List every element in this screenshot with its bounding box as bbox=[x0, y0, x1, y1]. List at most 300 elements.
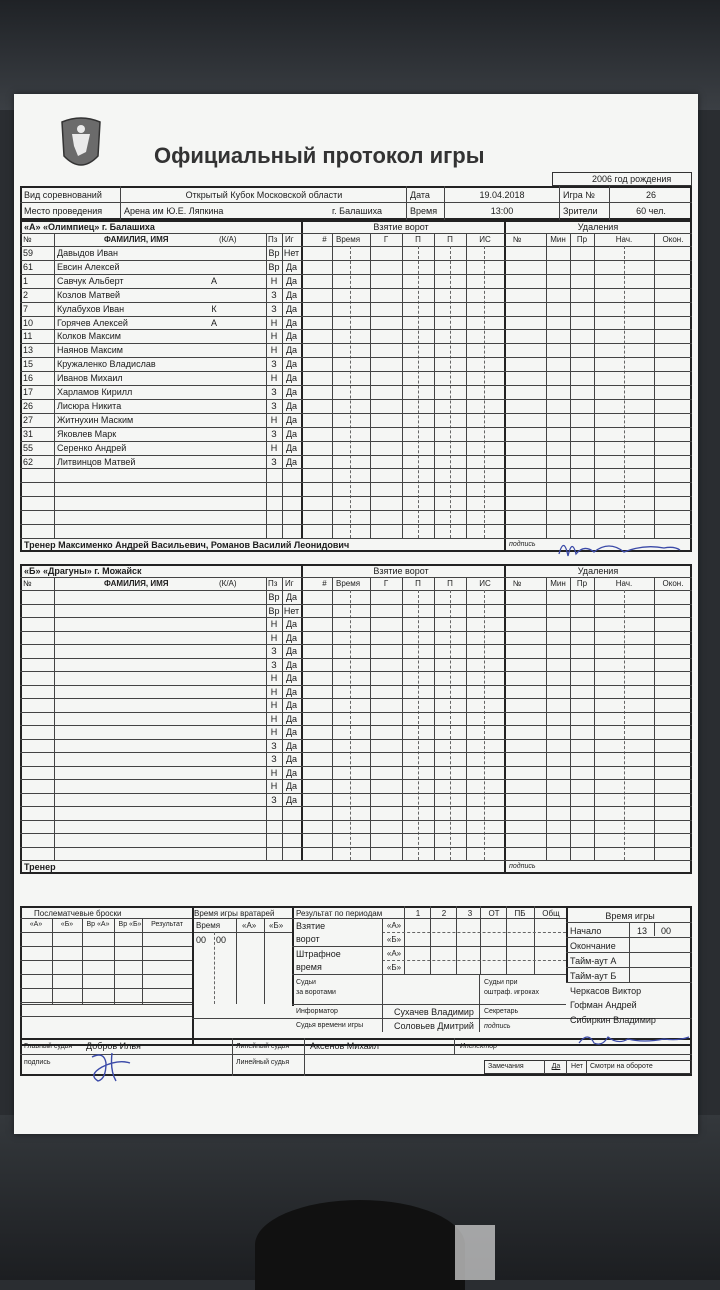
grid-line bbox=[504, 564, 506, 874]
player-plays: Нет bbox=[283, 605, 300, 616]
row-a: «А» bbox=[386, 921, 402, 930]
grid-line bbox=[654, 922, 655, 936]
team_b-coach: Тренер bbox=[24, 862, 56, 872]
player-plays: Да bbox=[285, 767, 298, 778]
grid-line bbox=[20, 482, 692, 483]
player-position: Н bbox=[270, 713, 278, 724]
col-pen-reason: Пр bbox=[576, 235, 588, 244]
secretary-name: Сибиркин Владимир bbox=[570, 1015, 656, 1025]
grid-line bbox=[20, 468, 692, 469]
grid-line bbox=[506, 906, 507, 974]
chair-back bbox=[255, 1200, 465, 1290]
player-number: 27 bbox=[23, 414, 34, 425]
team_b-frame bbox=[20, 564, 692, 874]
shootout-col: Вр «Б» bbox=[118, 921, 142, 928]
grid-line bbox=[20, 671, 692, 672]
period-col: 3 bbox=[467, 909, 473, 918]
player-position: Вр bbox=[268, 248, 280, 258]
periods-header: Результат по периодам bbox=[296, 909, 383, 918]
timekeeper-label: Судья времени игры bbox=[296, 1022, 364, 1029]
protocol-sheet bbox=[14, 94, 698, 1134]
player-position: Н bbox=[270, 442, 278, 453]
player-name: Кружаленко Владислав bbox=[57, 359, 156, 370]
team-a-title: «А» «Олимпиец» г. Балашиха bbox=[24, 222, 155, 232]
col-goal-number: # bbox=[322, 235, 327, 244]
penalty-judge-1: Черкасов Виктор bbox=[570, 986, 642, 996]
goalie-a-col: «А» bbox=[242, 921, 257, 930]
period-col: ОТ bbox=[488, 909, 500, 918]
grid-line bbox=[20, 847, 692, 848]
time-value: 13:00 bbox=[490, 206, 514, 216]
grid-line bbox=[264, 918, 265, 1004]
player-number: 61 bbox=[23, 261, 34, 272]
col-pen-start: Нач. bbox=[615, 579, 633, 588]
secretary-signature bbox=[574, 1029, 694, 1051]
player-name: Серенко Андрей bbox=[57, 442, 127, 453]
player-position: Н bbox=[270, 632, 278, 643]
hockey-emblem-logo bbox=[58, 116, 104, 176]
penalty-judges-label: Судьи при оштраф. игроках bbox=[484, 979, 540, 996]
grid-line bbox=[402, 577, 403, 860]
grid-line bbox=[20, 685, 692, 686]
goalie-time-h: 00 bbox=[196, 935, 207, 945]
col-name: ФАМИЛИЯ, ИМЯ bbox=[104, 579, 169, 588]
grid-line bbox=[566, 982, 692, 983]
grid-line bbox=[20, 752, 692, 753]
birth-year: 2006 год рождения bbox=[592, 174, 672, 184]
player-position: Вр bbox=[268, 605, 280, 616]
player-plays: Да bbox=[285, 781, 298, 791]
player-plays: Да bbox=[285, 794, 298, 805]
player-captain-mark: А bbox=[210, 275, 217, 286]
game-number-value: 26 bbox=[645, 190, 656, 200]
col-goal-number: # bbox=[322, 579, 327, 588]
grid-line bbox=[534, 906, 535, 974]
linesman-label: Линейный судья bbox=[236, 1043, 290, 1050]
grid-line bbox=[20, 974, 192, 975]
player-name: Кулабухов Иван bbox=[57, 303, 125, 314]
game-time-header: Время игры bbox=[605, 911, 655, 921]
player-position: З bbox=[271, 646, 277, 656]
venue-value: Арена им Ю.Е. Ляпкина bbox=[124, 206, 224, 216]
team_a-sign-label: подпись bbox=[509, 540, 536, 548]
grid-line bbox=[404, 906, 405, 974]
grid-line bbox=[20, 946, 192, 947]
row-b: «Б» bbox=[386, 935, 402, 944]
col-name: ФАМИЛИЯ, ИМЯ bbox=[104, 235, 169, 244]
coach-a-signature bbox=[554, 534, 684, 564]
player-plays: Да bbox=[285, 387, 298, 397]
player-position: З bbox=[271, 400, 277, 411]
player-number: 15 bbox=[23, 359, 34, 370]
player-plays: Да bbox=[285, 592, 298, 602]
grid-line bbox=[82, 918, 83, 1004]
timeout-b-label: Тайм-аут Б bbox=[570, 971, 617, 981]
player-name: Яковлев Марк bbox=[57, 428, 117, 439]
penalty-row-label2: время bbox=[296, 962, 322, 972]
date-label: Дата bbox=[410, 190, 430, 200]
grid-line bbox=[20, 960, 192, 961]
grid-line bbox=[20, 524, 692, 525]
grid-line bbox=[624, 246, 625, 538]
grid-line bbox=[546, 577, 547, 860]
player-plays: Да bbox=[285, 261, 298, 272]
player-number: 11 bbox=[23, 331, 33, 342]
grid-line bbox=[20, 510, 692, 511]
player-position: Н bbox=[270, 700, 278, 710]
player-plays: Да bbox=[285, 740, 298, 751]
player-plays: Да bbox=[285, 700, 298, 710]
grid-line bbox=[20, 820, 692, 821]
grid-line bbox=[52, 918, 53, 1004]
start-minute: 00 bbox=[660, 926, 671, 936]
col-assist-1: П bbox=[415, 579, 421, 588]
player-number: 59 bbox=[23, 248, 34, 258]
player-position: Н bbox=[270, 275, 278, 286]
player-captain-mark: А bbox=[210, 317, 217, 328]
player-plays: Да bbox=[285, 619, 298, 629]
col-ka: (К/А) bbox=[219, 579, 237, 588]
player-number: 1 bbox=[23, 275, 29, 286]
col-assist-1: П bbox=[415, 235, 421, 244]
row-b: «Б» bbox=[386, 963, 402, 972]
player-plays: Да bbox=[285, 442, 298, 453]
see-back-label: Смотри на обороте bbox=[590, 1063, 653, 1070]
player-position: Н bbox=[270, 686, 278, 697]
player-name: Горячев Алексей bbox=[57, 317, 128, 328]
city-value: г. Балашиха bbox=[332, 206, 383, 216]
grid-line bbox=[332, 577, 333, 860]
player-plays: Да bbox=[285, 754, 298, 764]
goalie-time-col: Время bbox=[196, 921, 221, 930]
player-number: 13 bbox=[23, 345, 34, 356]
player-name: Литвинцов Матвей bbox=[57, 456, 136, 467]
goals-row-label2: ворот bbox=[296, 934, 320, 944]
player-position: Н bbox=[270, 781, 278, 791]
player-position: З bbox=[271, 428, 277, 439]
player-name: Козлов Матвей bbox=[57, 289, 121, 300]
player-position: Н bbox=[270, 345, 278, 356]
col-pz: Пз bbox=[268, 235, 278, 244]
player-plays: Да bbox=[285, 659, 298, 670]
end-label: Окончание bbox=[570, 941, 616, 951]
grid-line bbox=[20, 698, 692, 699]
spectators-value: 60 чел. bbox=[636, 206, 666, 216]
grid-line bbox=[382, 932, 566, 933]
col-pen-end: Окон. bbox=[662, 579, 684, 588]
col-pen-reason: Пр bbox=[576, 579, 588, 588]
penalty-row-label: Штрафное bbox=[296, 949, 341, 959]
grid-line bbox=[456, 906, 457, 974]
player-plays: Да bbox=[285, 673, 298, 683]
grid-line bbox=[566, 967, 692, 968]
grid-line bbox=[292, 1004, 566, 1005]
player-number: 16 bbox=[23, 373, 34, 384]
player-plays: Да bbox=[285, 414, 298, 425]
page-title: Официальный протокол игры bbox=[154, 143, 485, 168]
start-hour: 13 bbox=[636, 926, 647, 936]
team_b-penalties-header: Удаления bbox=[577, 566, 619, 576]
grid-line bbox=[20, 631, 692, 632]
secretary-label: Секретарь bbox=[484, 1008, 519, 1015]
team_b-goals-header: Взятие ворот bbox=[373, 566, 429, 576]
player-plays: Да bbox=[285, 400, 298, 411]
player-number: 31 bbox=[23, 428, 34, 439]
team_a-penalties-header: Удаления bbox=[577, 222, 619, 232]
grid-line bbox=[20, 496, 692, 497]
grid-line bbox=[20, 590, 692, 591]
grid-line bbox=[566, 937, 692, 938]
goalie-time-m: 00 bbox=[216, 935, 227, 945]
start-label: Начало bbox=[570, 926, 602, 936]
grid-line bbox=[566, 906, 568, 982]
grid-line bbox=[304, 1038, 305, 1076]
informator-name: Сухачев Владимир bbox=[394, 1007, 474, 1017]
grid-line bbox=[418, 246, 419, 538]
col-number: № bbox=[23, 235, 32, 244]
grid-line bbox=[434, 577, 435, 860]
player-position: Вр bbox=[268, 592, 280, 602]
grid-line bbox=[454, 1038, 455, 1054]
col-pen-start: Нач. bbox=[615, 235, 633, 244]
player-plays: Да bbox=[285, 428, 298, 439]
grid-line bbox=[382, 960, 566, 961]
grid-line bbox=[54, 577, 55, 860]
col-number: № bbox=[23, 579, 32, 588]
player-position: З bbox=[271, 289, 277, 300]
player-plays: Да bbox=[285, 713, 298, 724]
team_a-goals-header: Взятие ворот bbox=[373, 222, 429, 232]
grid-line bbox=[20, 833, 692, 834]
grid-line bbox=[480, 906, 481, 974]
referee-label: Главный судья bbox=[24, 1043, 73, 1050]
shootout-col: Вр «А» bbox=[86, 921, 110, 928]
grid-line bbox=[570, 577, 571, 860]
player-plays: Нет bbox=[283, 248, 300, 258]
player-position: З bbox=[271, 359, 277, 370]
grid-line bbox=[466, 577, 467, 860]
player-number: 17 bbox=[23, 387, 34, 397]
player-position: З bbox=[271, 794, 277, 805]
grid-line bbox=[292, 974, 566, 975]
player-position: Н bbox=[270, 373, 278, 384]
grid-line bbox=[20, 712, 692, 713]
col-goal-time: Время bbox=[336, 235, 361, 244]
competition-value: Открытый Кубок Московской области bbox=[185, 190, 343, 200]
inspector-label: Инспектор bbox=[460, 1043, 498, 1050]
goalie-time-header: Время игры вратарей bbox=[194, 909, 275, 918]
col-ig: Иг bbox=[285, 579, 294, 588]
player-plays: Да bbox=[285, 686, 298, 697]
player-plays: Да bbox=[285, 303, 298, 314]
player-position: Н bbox=[270, 414, 278, 425]
player-position: З bbox=[271, 754, 277, 764]
col-assist-2: П bbox=[447, 579, 453, 588]
player-number: 26 bbox=[23, 400, 34, 411]
grid-line bbox=[594, 577, 595, 860]
row-a: «А» bbox=[386, 949, 402, 958]
goalie-b-col: «Б» bbox=[269, 921, 284, 930]
timeout-a-label: Тайм-аут А bbox=[570, 956, 617, 966]
col-ig: Иг bbox=[285, 235, 294, 244]
grid-line bbox=[20, 1016, 192, 1017]
grid-line bbox=[214, 932, 215, 1004]
grid-line bbox=[20, 779, 692, 780]
player-plays: Да bbox=[285, 646, 298, 656]
referee-signature bbox=[84, 1049, 144, 1085]
player-name: Харламов Кирилл bbox=[57, 387, 133, 397]
grid-line bbox=[192, 906, 194, 1046]
shootout-col: Результат bbox=[151, 921, 183, 928]
grid-line bbox=[654, 577, 655, 860]
player-name: Лисюра Никита bbox=[57, 400, 122, 411]
grid-line bbox=[406, 186, 407, 220]
grid-line bbox=[20, 1004, 192, 1005]
player-number: 7 bbox=[23, 303, 29, 314]
remarks-label: Замечания bbox=[488, 1063, 524, 1070]
referee-name: Добров Илья bbox=[86, 1041, 141, 1051]
grid-line bbox=[20, 932, 292, 933]
grid-line bbox=[236, 918, 237, 1004]
player-captain-mark: К bbox=[211, 303, 217, 314]
player-name: Наянов Максим bbox=[57, 345, 123, 356]
player-plays: Да bbox=[285, 345, 298, 356]
player-position: Н bbox=[270, 767, 278, 778]
grid-line bbox=[20, 1002, 192, 1003]
grid-line bbox=[20, 766, 692, 767]
linesman-name: Аксенов Михаил bbox=[310, 1041, 380, 1051]
period-col: Общ bbox=[542, 909, 560, 918]
player-name: Савчук Альберт bbox=[57, 275, 124, 286]
player-plays: Да bbox=[285, 317, 298, 328]
player-plays: Да bbox=[285, 289, 298, 300]
grid-line bbox=[292, 906, 294, 1006]
referee-sign-label: подпись bbox=[24, 1059, 51, 1066]
col-goal-scorer: Г bbox=[383, 579, 389, 588]
grid-line bbox=[20, 793, 692, 794]
spectators-label: Зрители bbox=[563, 206, 598, 216]
penalty-judge-2: Гофман Андрей bbox=[570, 1000, 637, 1010]
col-pen-number: № bbox=[512, 235, 522, 244]
team-b-title: «Б» «Драгуны» г. Можайск bbox=[24, 566, 142, 576]
grid-line bbox=[20, 806, 692, 807]
player-name: Евсин Алексей bbox=[57, 261, 120, 272]
col-pen-number: № bbox=[512, 579, 522, 588]
grid-line bbox=[20, 725, 692, 726]
player-position: З bbox=[271, 659, 277, 670]
goals-row-label: Взятие bbox=[296, 921, 326, 931]
player-number: 55 bbox=[23, 442, 34, 453]
date-value: 19.04.2018 bbox=[479, 190, 525, 200]
player-plays: Да bbox=[285, 359, 298, 370]
game-number-label: Игра № bbox=[563, 190, 595, 200]
player-plays: Да bbox=[285, 456, 298, 467]
grid-line bbox=[370, 577, 371, 860]
col-game-situation: ИС bbox=[479, 235, 491, 244]
grid-line bbox=[350, 246, 351, 538]
player-plays: Да bbox=[285, 275, 298, 286]
grid-line bbox=[450, 246, 451, 538]
team_b-sign-label: подпись bbox=[509, 863, 536, 870]
shootout-col: «А» bbox=[29, 921, 43, 928]
grid-line bbox=[114, 918, 115, 1004]
player-plays: Да bbox=[285, 632, 298, 643]
player-position: Н bbox=[270, 619, 278, 629]
grid-line bbox=[20, 604, 692, 605]
col-goal-scorer: Г bbox=[383, 235, 389, 244]
grid-line bbox=[566, 952, 692, 953]
player-position: Н bbox=[270, 331, 278, 342]
period-col: 2 bbox=[441, 909, 447, 918]
player-name: Житнухин Маским bbox=[57, 414, 134, 425]
player-number: 10 bbox=[23, 317, 34, 328]
grid-line bbox=[232, 1038, 233, 1076]
player-position: З bbox=[271, 387, 277, 397]
col-pz: Пз bbox=[268, 579, 278, 588]
player-position: З bbox=[271, 456, 277, 467]
secretary-sign-label: подпись bbox=[484, 1023, 511, 1030]
player-plays: Да bbox=[285, 727, 298, 737]
player-name: Колков Максим bbox=[57, 331, 121, 342]
grid-line bbox=[430, 906, 431, 974]
grid-line bbox=[484, 246, 485, 538]
col-goal-time: Время bbox=[336, 579, 361, 588]
grid-line bbox=[382, 918, 383, 974]
linesman-2-label: Линейный судья bbox=[236, 1059, 290, 1066]
col-ka: (К/А) bbox=[219, 235, 237, 244]
informator-label: Информатор bbox=[296, 1008, 338, 1015]
venue-label: Место проведения bbox=[24, 206, 103, 216]
grid-line bbox=[292, 918, 566, 919]
player-position: Вр bbox=[268, 261, 280, 272]
grid-line bbox=[544, 1060, 545, 1074]
grid-line bbox=[609, 186, 610, 220]
shootout-col: «Б» bbox=[60, 921, 74, 928]
grid-line bbox=[20, 739, 692, 740]
grid-line bbox=[292, 946, 566, 947]
remarks-no: Нет bbox=[571, 1063, 583, 1070]
grid-line bbox=[559, 186, 560, 220]
team_a-coach: Тренер Максименко Андрей Васильевич, Романов Василий Леонидович bbox=[24, 539, 350, 550]
grid-line bbox=[20, 644, 692, 645]
player-plays: Да bbox=[285, 373, 298, 384]
paper-cup bbox=[455, 1225, 495, 1280]
player-position: Н bbox=[270, 673, 278, 683]
player-name: Давыдов Иван bbox=[57, 248, 119, 258]
player-plays: Да bbox=[285, 331, 298, 342]
shootout-header: Послематчевые броски bbox=[34, 909, 122, 918]
timekeeper-name: Соловьев Дмитрий bbox=[394, 1021, 474, 1031]
player-position: Н bbox=[270, 317, 278, 328]
player-number: 62 bbox=[23, 456, 34, 467]
player-position: Н bbox=[270, 727, 278, 737]
remarks-yes: Да bbox=[551, 1063, 561, 1070]
time-label: Время bbox=[410, 206, 438, 216]
grid-line bbox=[301, 220, 303, 538]
col-assist-2: П bbox=[447, 235, 453, 244]
period-col: ПБ bbox=[514, 909, 526, 918]
grid-line bbox=[20, 988, 192, 989]
competition-label: Вид соревнований bbox=[24, 190, 102, 200]
grid-line bbox=[444, 186, 445, 220]
grid-line bbox=[20, 617, 692, 618]
grid-line bbox=[20, 658, 692, 659]
player-position: З bbox=[271, 303, 277, 314]
period-col: 1 bbox=[415, 909, 421, 918]
player-name: Иванов Михаил bbox=[57, 373, 123, 384]
col-pen-end: Окон. bbox=[662, 235, 684, 244]
player-position: З bbox=[271, 740, 277, 751]
